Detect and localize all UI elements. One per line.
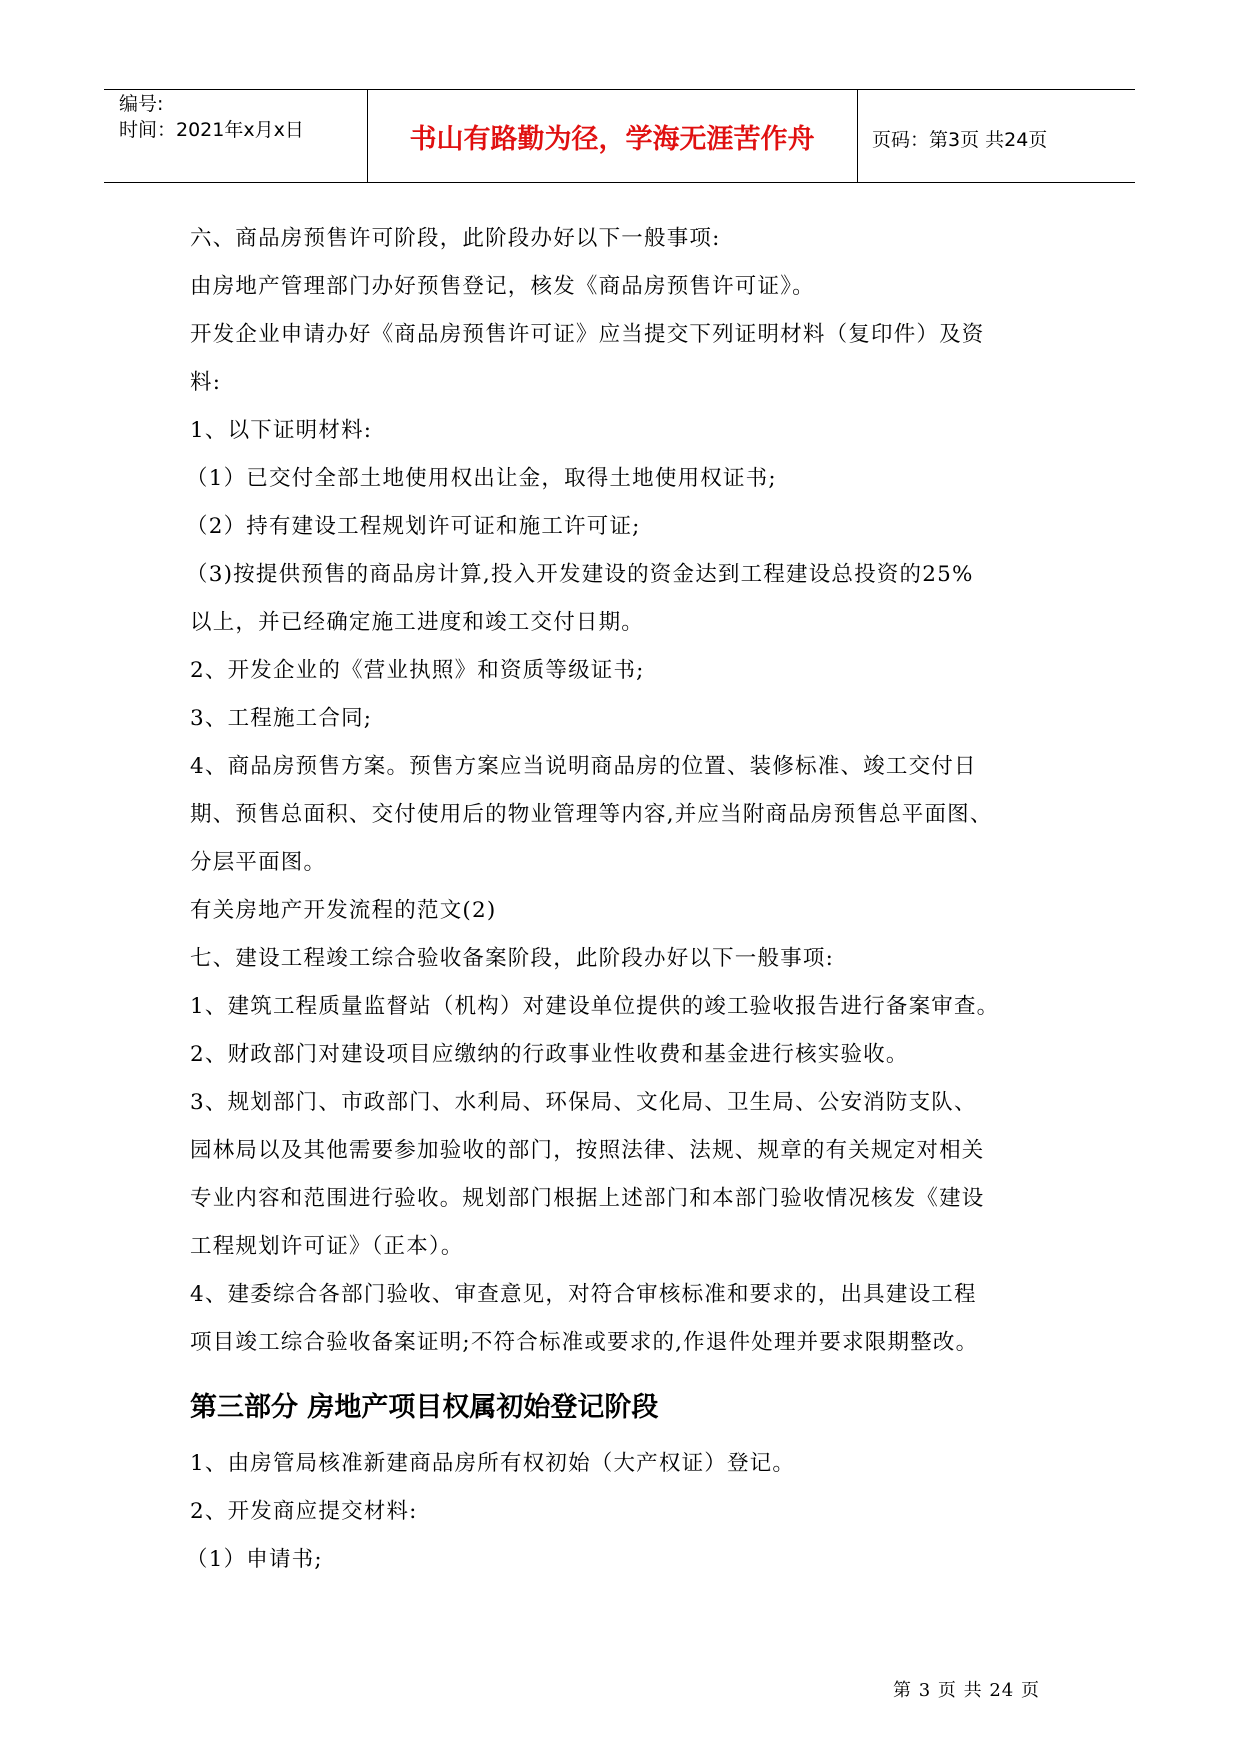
number-label: 编号: xyxy=(119,93,164,115)
body-line: 有关房地产开发流程的范文(2) xyxy=(190,898,497,923)
body-line: 由房地产管理部门办好预售登记，核发《商品房预售许可证》。 xyxy=(190,274,815,299)
body-line: 工程规划许可证》（正本）。 xyxy=(190,1234,464,1259)
header-top-rule xyxy=(104,89,1135,90)
header-meta xyxy=(119,91,365,143)
body-line: 六、商品房预售许可阶段，此阶段办好以下一般事项: xyxy=(190,226,721,251)
body-line: 分层平面图。 xyxy=(190,850,327,875)
body-line: （2）持有建设工程规划许可证和施工许可证; xyxy=(186,514,641,539)
time-label: 时间：2021年x月x日 xyxy=(119,119,304,141)
body-line: 专业内容和范围进行验收。规划部门根据上述部门和本部门验收情况核发《建设 xyxy=(190,1186,985,1211)
body-line: （1）已交付全部土地使用权出让金，取得土地使用权证书; xyxy=(186,466,777,491)
body-line: 2、财政部门对建设项目应缴纳的行政事业性收费和基金进行核实验收。 xyxy=(190,1042,909,1067)
document-body xyxy=(186,215,1060,1367)
body-line: （1）申请书; xyxy=(186,1547,323,1572)
body-line: 3、规划部门、市政部门、水利局、环保局、文化局、卫生局、公安消防支队、 xyxy=(190,1090,977,1115)
body-line: 料: xyxy=(190,370,222,395)
body-line: 4、建委综合各部门验收、审查意见，对符合审核标准和要求的，出具建设工程 xyxy=(190,1282,977,1307)
document-body-continued xyxy=(186,1440,1060,1584)
header-divider-left xyxy=(367,89,368,183)
body-line: 2、开发商应提交材料: xyxy=(190,1499,418,1524)
body-line: 1、由房管局核准新建商品房所有权初始（大产权证）登记。 xyxy=(190,1451,796,1476)
body-line: 开发企业申请办好《商品房预售许可证》应当提交下列证明材料（复印件）及资 xyxy=(190,322,985,347)
body-line: 4、商品房预售方案。预售方案应当说明商品房的位置、装修标准、竣工交付日 xyxy=(190,754,977,779)
header-page-code: 页码：第3页 共24页 xyxy=(872,129,1048,151)
header-bottom-rule xyxy=(104,182,1135,183)
header-divider-right xyxy=(857,89,858,183)
document-header xyxy=(104,89,1135,183)
body-line: 七、建设工程竣工综合验收备案阶段，此阶段办好以下一般事项: xyxy=(190,946,835,971)
body-line: 项目竣工综合验收备案证明;不符合标准或要求的,作退件处理并要求限期整改。 xyxy=(190,1330,979,1355)
body-line: 3、工程施工合同; xyxy=(190,706,373,731)
body-line: 1、建筑工程质量监督站（机构）对建设单位提供的竣工验收报告进行备案审查。 xyxy=(190,994,1000,1019)
body-line: （3)按提供预售的商品房计算,投入开发建设的资金达到工程建设总投资的25% xyxy=(186,562,974,587)
section-heading: 第三部分 房地产项目权属初始登记阶段 xyxy=(190,1392,659,1423)
body-line: 以上，并已经确定施工进度和竣工交付日期。 xyxy=(190,610,645,635)
body-line: 园林局以及其他需要参加验收的部门，按照法律、法规、规章的有关规定对相关 xyxy=(190,1138,985,1163)
header-motto: 书山有路勤为径，学海无涯苦作舟 xyxy=(409,124,815,155)
body-line: 2、开发企业的《营业执照》和资质等级证书; xyxy=(190,658,645,683)
body-line: 期、预售总面积、交付使用后的物业管理等内容,并应当附商品房预售总平面图、 xyxy=(190,802,993,827)
body-line: 1、以下证明材料: xyxy=(190,418,373,443)
page-footer: 第 3 页 共 24 页 xyxy=(893,1680,1040,1701)
